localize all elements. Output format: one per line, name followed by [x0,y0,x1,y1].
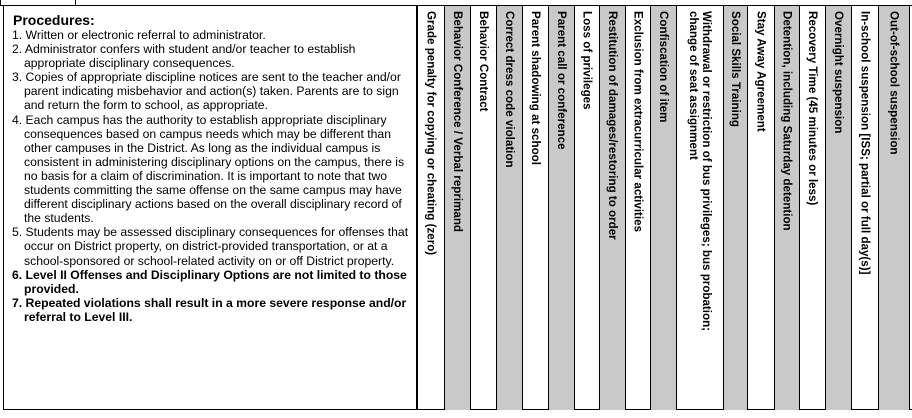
option-column [879,6,910,410]
option-label: In-school suspension [ISS; partial or full day(s)] [858,11,872,275]
procedure-item: 3. Copies of appropriate discipline notices are sent to the teacher and/or parent indicating misbehavior and action(s) taken. Parents are to sign and return the form to school, as appropriate. [12,70,401,113]
option-column [523,6,549,410]
procedure-item: 4. Each campus has the authority to establish appropriate disciplinary consequences based on campus needs which may be different than other campuses in the District. As long as the individual campus is consistent in administering disciplinary options on the campus, there is no basis for a claim of discrimination. It is important to note that two students committing the same offense on the same campus may have different disciplinary actions based on the overall disciplinary record of the students. [12,112,405,226]
option-column [549,6,575,410]
option-label: Social Skills Training [729,11,742,127]
option-label: Grade penalty for copying or cheating (zero) [424,11,438,256]
option-column [651,6,677,410]
option-column [724,6,748,410]
procedure-item: 1. Written or electronic referral to administrator. [12,28,266,42]
option-label: Parent call or conference [555,11,568,150]
option-column [471,6,497,410]
option-label: Confiscation of item [657,11,670,123]
option-column [852,6,879,410]
option-label: Recovery Time (45 minutes or less) [806,11,819,206]
option-label: Loss of privileges [580,11,594,110]
option-column [418,6,445,410]
option-column [445,6,471,410]
procedures-title: Procedures: [13,12,95,28]
option-label: Correct dress code violation [503,11,516,168]
option-column [748,6,775,410]
options-columns [418,6,910,410]
option-label: Restitution of damages/restoring to order [606,11,619,240]
option-label: Detention, including Saturday detention [780,11,794,231]
option-label: Parent shadowing at school [529,11,542,165]
option-column [497,6,523,410]
option-label: Behavior Contract [477,11,490,112]
procedures-cell [3,6,418,410]
option-column [775,6,800,410]
option-column [575,6,600,410]
option-label: Behavior Conference / Verbal reprimand [451,11,464,232]
procedures-list [3,28,416,324]
procedure-item: 6. Level II Offenses and Disciplinary Options are not limited to those provided. [12,267,407,296]
option-column [677,6,724,410]
procedure-item: 7. Repeated violations shall result in a more severe response and/or referral to Level III. [12,295,407,324]
option-label: Exclusion from extracurricular activities [631,11,645,233]
procedure-item: 5. Students may be assessed disciplinary consequences for offenses that occur on District property, on district-provided transportation, or at a school-sponsored or school-related activity on or off District property. [12,225,409,268]
option-column [626,6,651,410]
option-label: Overnight suspension [832,11,845,134]
option-column [826,6,852,410]
option-label: Stay Away Agreement [754,11,768,132]
option-label: Out-of-school suspension [887,11,901,155]
option-column [600,6,626,410]
option-label: Withdrawal or restriction of bus privileges; bus probation; change of seat assignment [687,11,713,332]
procedure-item: 2. Administrator confers with student and/or teacher to establish appropriate disciplinary consequences. [12,42,356,71]
option-column [800,6,826,410]
